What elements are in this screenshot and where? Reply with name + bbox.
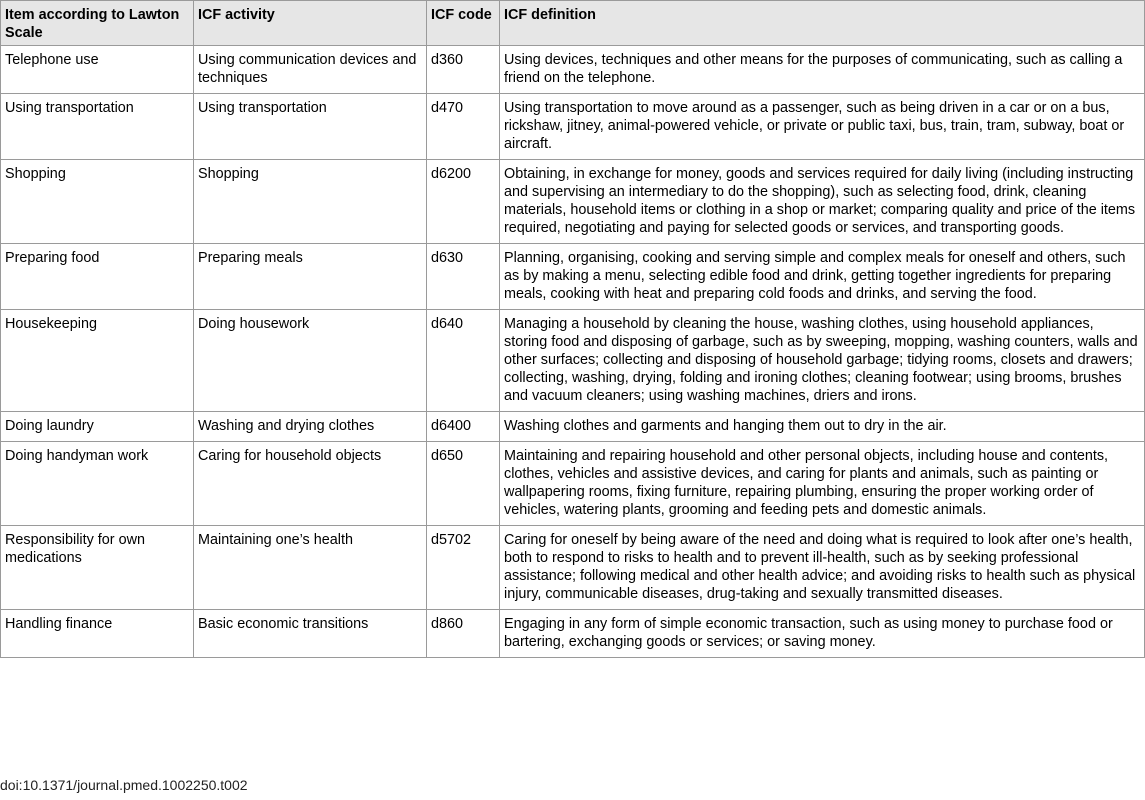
cell-lawton-item: Using transportation	[1, 94, 194, 160]
cell-icf-activity: Caring for household objects	[194, 442, 427, 526]
table-row	[1, 46, 1145, 94]
cell-icf-definition: Using devices, techniques and other means for the purposes of communicating, such as calling a friend on the telephone.	[500, 46, 1145, 94]
cell-icf-code: d650	[427, 442, 500, 526]
cell-icf-code: d360	[427, 46, 500, 94]
cell-icf-activity: Basic economic transitions	[194, 610, 427, 658]
cell-lawton-item: Handling finance	[1, 610, 194, 658]
cell-lawton-item: Doing handyman work	[1, 442, 194, 526]
table-row	[1, 526, 1145, 610]
table-row	[1, 412, 1145, 442]
cell-icf-definition: Caring for oneself by being aware of the need and doing what is required to look after one’s health, both to respond to risks to health and to prevent ill-health, such as by seeking professional assistance; following medical and other health advice; and avoiding risks to health such as physical injury, communicable diseases, drug-taking and sexually transmitted diseases.	[500, 526, 1145, 610]
table-row	[1, 160, 1145, 244]
cell-icf-activity: Doing housework	[194, 310, 427, 412]
cell-icf-definition: Maintaining and repairing household and other personal objects, including house and contents, clothes, vehicles and assistive devices, and caring for plants and animals, such as painting or wallpapering rooms, fixing furniture, repairing plumbing, ensuring the proper working order of vehicles, watering plants, grooming and feeding pets and domestic animals.	[500, 442, 1145, 526]
cell-icf-definition: Planning, organising, cooking and serving simple and complex meals for oneself and others, such as by making a menu, selecting edible food and drink, getting together ingredients for preparing meals, cooking with heat and preparing cold foods and drinks, and serving the food.	[500, 244, 1145, 310]
doi-footnote[interactable]: doi:10.1371/journal.pmed.1002250.t002	[0, 777, 248, 793]
cell-lawton-item: Shopping	[1, 160, 194, 244]
cell-icf-definition: Obtaining, in exchange for money, goods and services required for daily living (including instructing and supervising an intermediary to do the shopping), such as selecting food, drink, cleaning materials, household items or clothing in a shop or market; comparing quality and price of the items required, negotiating and paying for selected goods or services, and transporting goods.	[500, 160, 1145, 244]
cell-lawton-item: Preparing food	[1, 244, 194, 310]
header-row	[1, 1, 1145, 46]
cell-lawton-item: Housekeeping	[1, 310, 194, 412]
table-row	[1, 610, 1145, 658]
table-row	[1, 244, 1145, 310]
cell-lawton-item: Responsibility for own medications	[1, 526, 194, 610]
cell-lawton-item: Telephone use	[1, 46, 194, 94]
cell-icf-definition: Using transportation to move around as a passenger, such as being driven in a car or on a bus, rickshaw, jitney, animal-powered vehicle, or private or public taxi, bus, train, tram, subway, boat or aircraft.	[500, 94, 1145, 160]
cell-icf-activity: Preparing meals	[194, 244, 427, 310]
cell-lawton-item: Doing laundry	[1, 412, 194, 442]
cell-icf-code: d6400	[427, 412, 500, 442]
table-row	[1, 442, 1145, 526]
cell-icf-definition: Washing clothes and garments and hanging them out to dry in the air.	[500, 412, 1145, 442]
header-lawton-item: Item according to Lawton Scale	[1, 1, 194, 46]
header-icf-activity: ICF activity	[194, 1, 427, 46]
cell-icf-code: d630	[427, 244, 500, 310]
cell-icf-code: d6200	[427, 160, 500, 244]
cell-icf-activity: Using transportation	[194, 94, 427, 160]
cell-icf-activity: Washing and drying clothes	[194, 412, 427, 442]
cell-icf-code: d5702	[427, 526, 500, 610]
header-icf-definition: ICF definition	[500, 1, 1145, 46]
header-icf-code: ICF code	[427, 1, 500, 46]
cell-icf-activity: Shopping	[194, 160, 427, 244]
cell-icf-code: d470	[427, 94, 500, 160]
cell-icf-definition: Managing a household by cleaning the house, washing clothes, using household appliances, storing food and disposing of garbage, such as by sweeping, mopping, washing counters, walls and other surfaces; collecting and disposing of household garbage; tidying rooms, closets and drawers; collecting, washing, drying, folding and ironing clothes; cleaning footwear; using brooms, brushes and vacuum cleaners; using washing machines, driers and irons.	[500, 310, 1145, 412]
cell-icf-code: d640	[427, 310, 500, 412]
table-row	[1, 94, 1145, 160]
cell-icf-activity: Maintaining one’s health	[194, 526, 427, 610]
table-body	[1, 46, 1145, 658]
table-row	[1, 310, 1145, 412]
cell-icf-code: d860	[427, 610, 500, 658]
cell-icf-activity: Using communication devices and techniques	[194, 46, 427, 94]
cell-icf-definition: Engaging in any form of simple economic transaction, such as using money to purchase food or bartering, exchanging goods or services; or saving money.	[500, 610, 1145, 658]
table-header	[1, 1, 1145, 46]
